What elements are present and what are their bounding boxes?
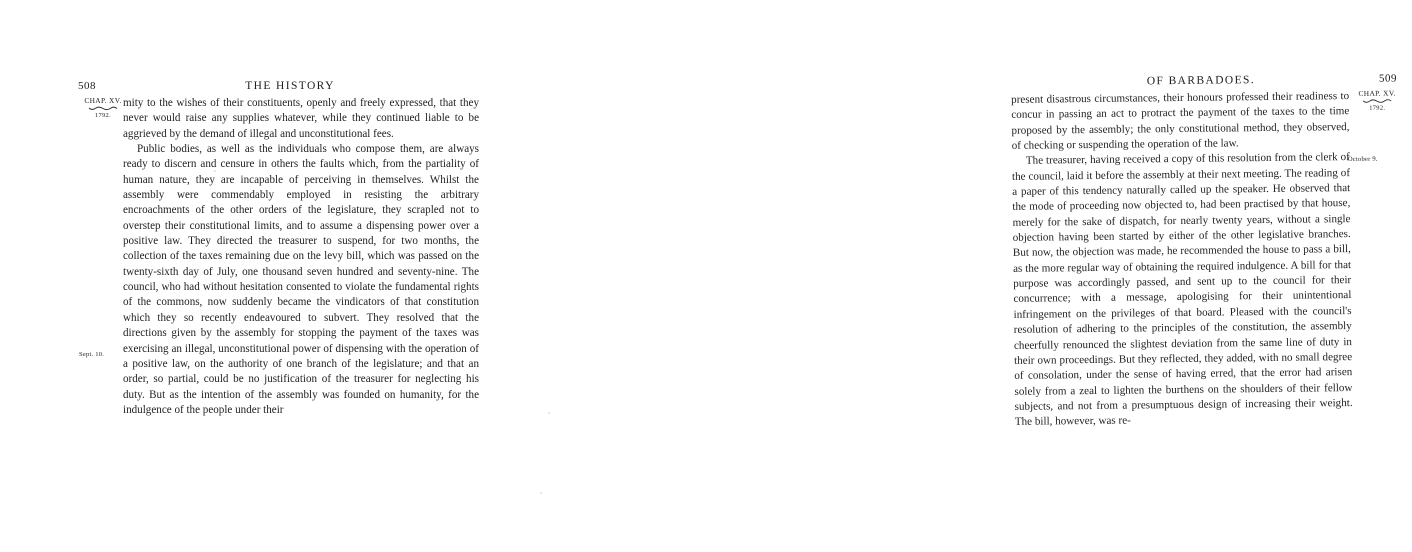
left-chapter-year: 1792.: [94, 111, 112, 119]
paragraph: Public bodies, as well as the individuals who compose them, are always ready to discern and censure in others the faults which, from the partiality of human nature, they are incapable of perceiving in themselves. Whilst the assembly were commendably employed in resisting the arbitrary encroachments of the other orders of the legislature, they scrapled not to overstep their constitutional limits, and to assume a dispensing power over a positive law. They directed the treasurer to suspend, for two months, the collection of the taxes remaining due on the levy bill, which was passed on the twenty-sixth day of July, one thousand seven hundred and seventy-nine. The council, who had without hesitation consented to violate the fundamental rights of the commons, now suddenly became the vindicators of that constitution which they so recently endeavoured to subvert. They resolved that the directions given by the assembly for stopping the payment of the taxes was exercising an illegal, unconstitutional power of dispensing with the operation of a positive law, on the authority of one branch of the legislature; and that an order, so partial, could be no justification of the treasurer for neglecting his duty. But as the intention of the assembly was founded on humanity, for the indulgence of the people under their: [123, 143, 479, 416]
left-text-column: [123, 96, 479, 418]
right-page-folio: 509: [1378, 72, 1398, 85]
left-running-head: THE HISTORY: [245, 80, 335, 92]
wavy-rule-icon: [1362, 98, 1392, 103]
paragraph: The treasurer, having received a copy of this resolution from the clerk of the council, laid it before the assembly at their next meeting. The reading of a paper of this tendency naturally called up the speaker. He observed that the mode of proceeding now objected to, had been practised by that house, merely for the sake of dispatch, for nearly twenty years, without a single objection having been started by either of the other legislative branches. But now, the objection was made, he recommended the house to pass a bill, as the more regular way of obtaining the required indulgence. A bill for that purpose was accordingly passed, and sent up to the council for their concurrence; with a message, apologising for their unintentional infringement on the privileges of that board. Pleased with the council's resolution of adhering to the principles of the constitution, the assembly cheerfully renounced the slightest deviation from the same line of duty in their own proceedings. But they reflected, they added, with no small degree of consolation, under the sense of having erred, that the error had arisen solely from a zeal to lighten the burthens on the shoulders of their fellow subjects, and not from a presumptuous design of increasing their weight. The bill, however, was re-: [1011, 151, 1353, 429]
right-running-head: OF BARBADOES.: [1146, 74, 1256, 88]
left-chapter-label: CHAP. XV.: [84, 96, 122, 105]
paragraph: present disastrous circumstances, their honours professed their readiness to concur in passing an act to protract the payment of the taxes to the time proposed by the assembly; the only constitutional method, they observed, of checking or suspending the operation of the law.: [1011, 90, 1350, 152]
scan-speckle: [548, 412, 550, 414]
right-text-column: [1011, 89, 1353, 430]
right-chapter-year: 1792.: [1369, 104, 1386, 112]
left-page: [0, 0, 490, 552]
paragraph: mity to the wishes of their constituents, openly and freely expressed, that they never would raise any supplies whatever, while they continued liable to be aggrieved by the demand of illegal and unconstitutional fees.: [123, 97, 479, 140]
scan-speckle: [540, 492, 542, 494]
wavy-rule-icon: [88, 106, 118, 111]
right-margin-date-note: October 9.: [1347, 155, 1378, 164]
right-chapter-label: CHAP. XV.: [1358, 88, 1396, 98]
right-chapter-note: [1346, 89, 1408, 113]
scan-speckle: [214, 170, 216, 172]
right-page-content: [490, 0, 1398, 429]
right-page: [490, 0, 1398, 552]
left-page-folio: 508: [78, 80, 96, 92]
left-margin-date-note: Sept. 10.: [79, 351, 105, 358]
